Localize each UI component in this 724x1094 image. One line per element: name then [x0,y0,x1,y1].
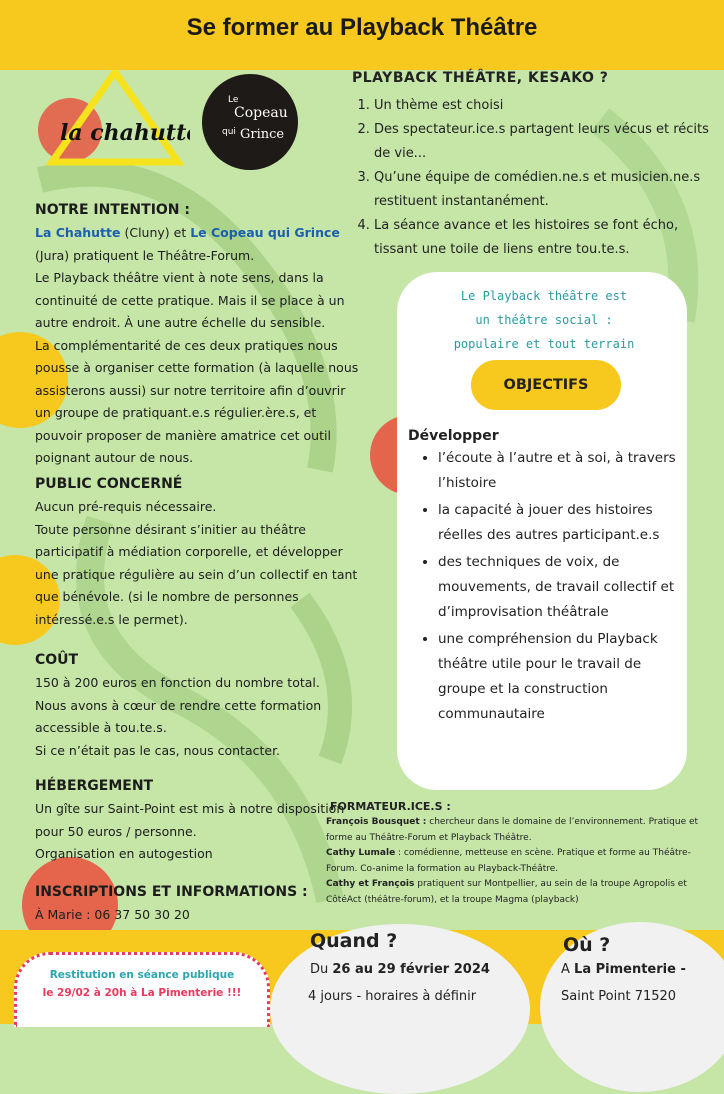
cout-title: COÛT [35,652,79,668]
inscriptions-phone: À Marie : 06 37 50 30 20 [35,907,190,922]
copeau-logo-shape [200,72,300,172]
kesako-section [352,70,712,262]
formateur-desc: : comédienne, metteuse en scène. Pratique et forme au Théâtre-Forum. Co-anime la formation au Playback-Théâtre. [326,848,691,874]
quand-circle [270,924,530,1094]
intention-para3: La complémentarité de ces deux pratiques nous pousse à organiser cette formation (à laquelle nous assisterons aussi) sur notre territoire afin d’ouvrir un groupe de pratiquant.e.s régulier.ère.s, et pouvoir proposer de manière amatrice cet outil poignant autour de nous. [35,337,359,465]
hebergement-title: HÉBERGEMENT [35,778,154,794]
intention-seg2: (Jura) pratiquent le Théâtre-Forum. [35,247,255,263]
copeau-logo-text-2: Copeau [234,105,288,121]
inscriptions-title: INSCRIPTIONS ET INFORMATIONS : [35,884,308,900]
copeau-logo-text-4: Grince [240,127,285,142]
ou-title: Où ? [563,934,611,956]
hebergement-line1: Un gîte sur Saint-Point est mis à notre disposition pour 50 euros / personne. [35,801,345,839]
social-line1: Le Playback théâtre est [460,289,628,303]
page-title: Se former au Playback Théâtre [186,14,538,41]
formateur-desc: pratiquent sur Montpellier, au sein de la troupe Agropolis et CôtéAct (théâtre-forum), et la troupe Magma (playback) [326,879,687,905]
social-line2: un théâtre social : [475,313,613,327]
chahutte-link: La Chahutte [35,225,121,240]
triangle-logo-shape [40,70,190,170]
copeau-link: Le Copeau qui Grince [190,225,340,240]
objectif-item: • des techniques de voix, de mouvements, de travail collectif et d’improvisation théâtrale [438,550,688,625]
quand-title: Quand ? [310,930,398,952]
develop-section [408,428,688,729]
public-line2: Toute personne désirant s’initier au théâtre participatif à médiation corporelle, et développer une pratique régulière au sein d’un collectif en tant que bénévole. (si le nombre de personnes intéressé.e.s le permet). [35,521,358,627]
objectif-item: • l’écoute à l’autre et à soi, à travers l’histoire [438,446,688,496]
public-section [35,476,365,631]
formateurs-title: FORMATEUR.ICE.S : [330,800,451,813]
cout-line3: Si ce n’était pas le cas, nous contacter. [35,742,281,758]
restitution-banner [14,952,270,1027]
objectif-item: • une compréhension du Playback théâtre utile pour le travail de groupe et la construction communautaire [438,627,688,727]
objectif-item: • la capacité à jouer des histoires réelles des autres participant.e.s [438,498,688,548]
kesako-item: 4. La séance avance et les histoires se font écho, tissant une toile de liens entre tou.te.s. [374,214,712,262]
copeau-logo-text-1: Le [228,95,239,105]
intention-section [35,202,365,470]
formateur-both [326,877,711,908]
intention-seg1: (Cluny) et [120,225,191,240]
formateur-name: Cathy et François [326,879,415,890]
cout-section [35,652,365,762]
kesako-list [352,94,712,262]
social-line3: populaire et tout terrain [453,337,635,351]
quand-dates [310,962,490,977]
hebergement-section [35,778,365,866]
public-text [35,496,365,631]
hebergement-line2: Organisation en autogestion [35,846,213,861]
quand-prefix: Du [310,962,333,977]
quand-schedule: 4 jours - horaires à définir [308,989,477,1004]
formateur-desc: chercheur dans le domaine de l’environnement. Pratique et forme au Théâtre-Forum et Playback Théâtre. [326,817,699,843]
develop-heading: Développer [408,428,499,444]
formateur-francois [326,815,711,846]
formateur-cathy [326,846,711,877]
formateur-name: Cathy Lumale [326,848,396,859]
ou-place [561,962,686,977]
hebergement-text [35,798,365,866]
restitution-line2: le 29/02 à 20h à La Pimenterie !!! [42,987,242,999]
cout-text [35,672,365,762]
copeau-logo-text-3: qui [222,127,236,137]
ou-prefix: A [561,962,575,977]
kesako-item: 3. Qu’une équipe de comédien.ne.s et musicien.ne.s restituent instantanément. [374,166,712,214]
quand-date-range: 26 au 29 février 2024 [332,962,490,977]
restitution-line1: Restitution en séance publique [49,969,235,981]
objectifs-badge: OBJECTIFS [471,360,621,410]
social-tagline [420,284,668,356]
cout-line2: Nous avons à cœur de rendre cette formation accessible à tou.te.s. [35,697,322,735]
intention-text [35,222,365,470]
intention-para2: Le Playback théâtre vient à note sens, dans la continuité de cette pratique. Mais il se place à un autre endroit. À une autre échelle du sensible. [35,270,345,330]
formateur-name: François Bousquet : [326,817,427,827]
ou-place-name: La Pimenterie - [574,962,686,977]
intention-title: NOTRE INTENTION : [35,202,190,218]
formateurs-section [326,800,711,909]
kesako-item: 1. Un thème est choisi [374,94,712,118]
copeau-qui-grince-logo [200,72,300,172]
ou-address: Saint Point 71520 [561,989,677,1004]
kesako-item: 2. Des spectateur.ice.s partagent leurs vécus et récits de vie... [374,118,712,166]
chahutte-logo-text: la chahutte [60,120,190,146]
la-chahutte-logo [40,70,190,170]
public-title: PUBLIC CONCERNÉ [35,476,183,492]
public-line1: Aucun pré-requis nécessaire. [35,499,217,514]
cout-line1: 150 à 200 euros en fonction du nombre total. [35,675,320,690]
kesako-title: PLAYBACK THÉÂTRE, KESAKO ? [352,70,609,86]
objectifs-list [408,446,688,727]
